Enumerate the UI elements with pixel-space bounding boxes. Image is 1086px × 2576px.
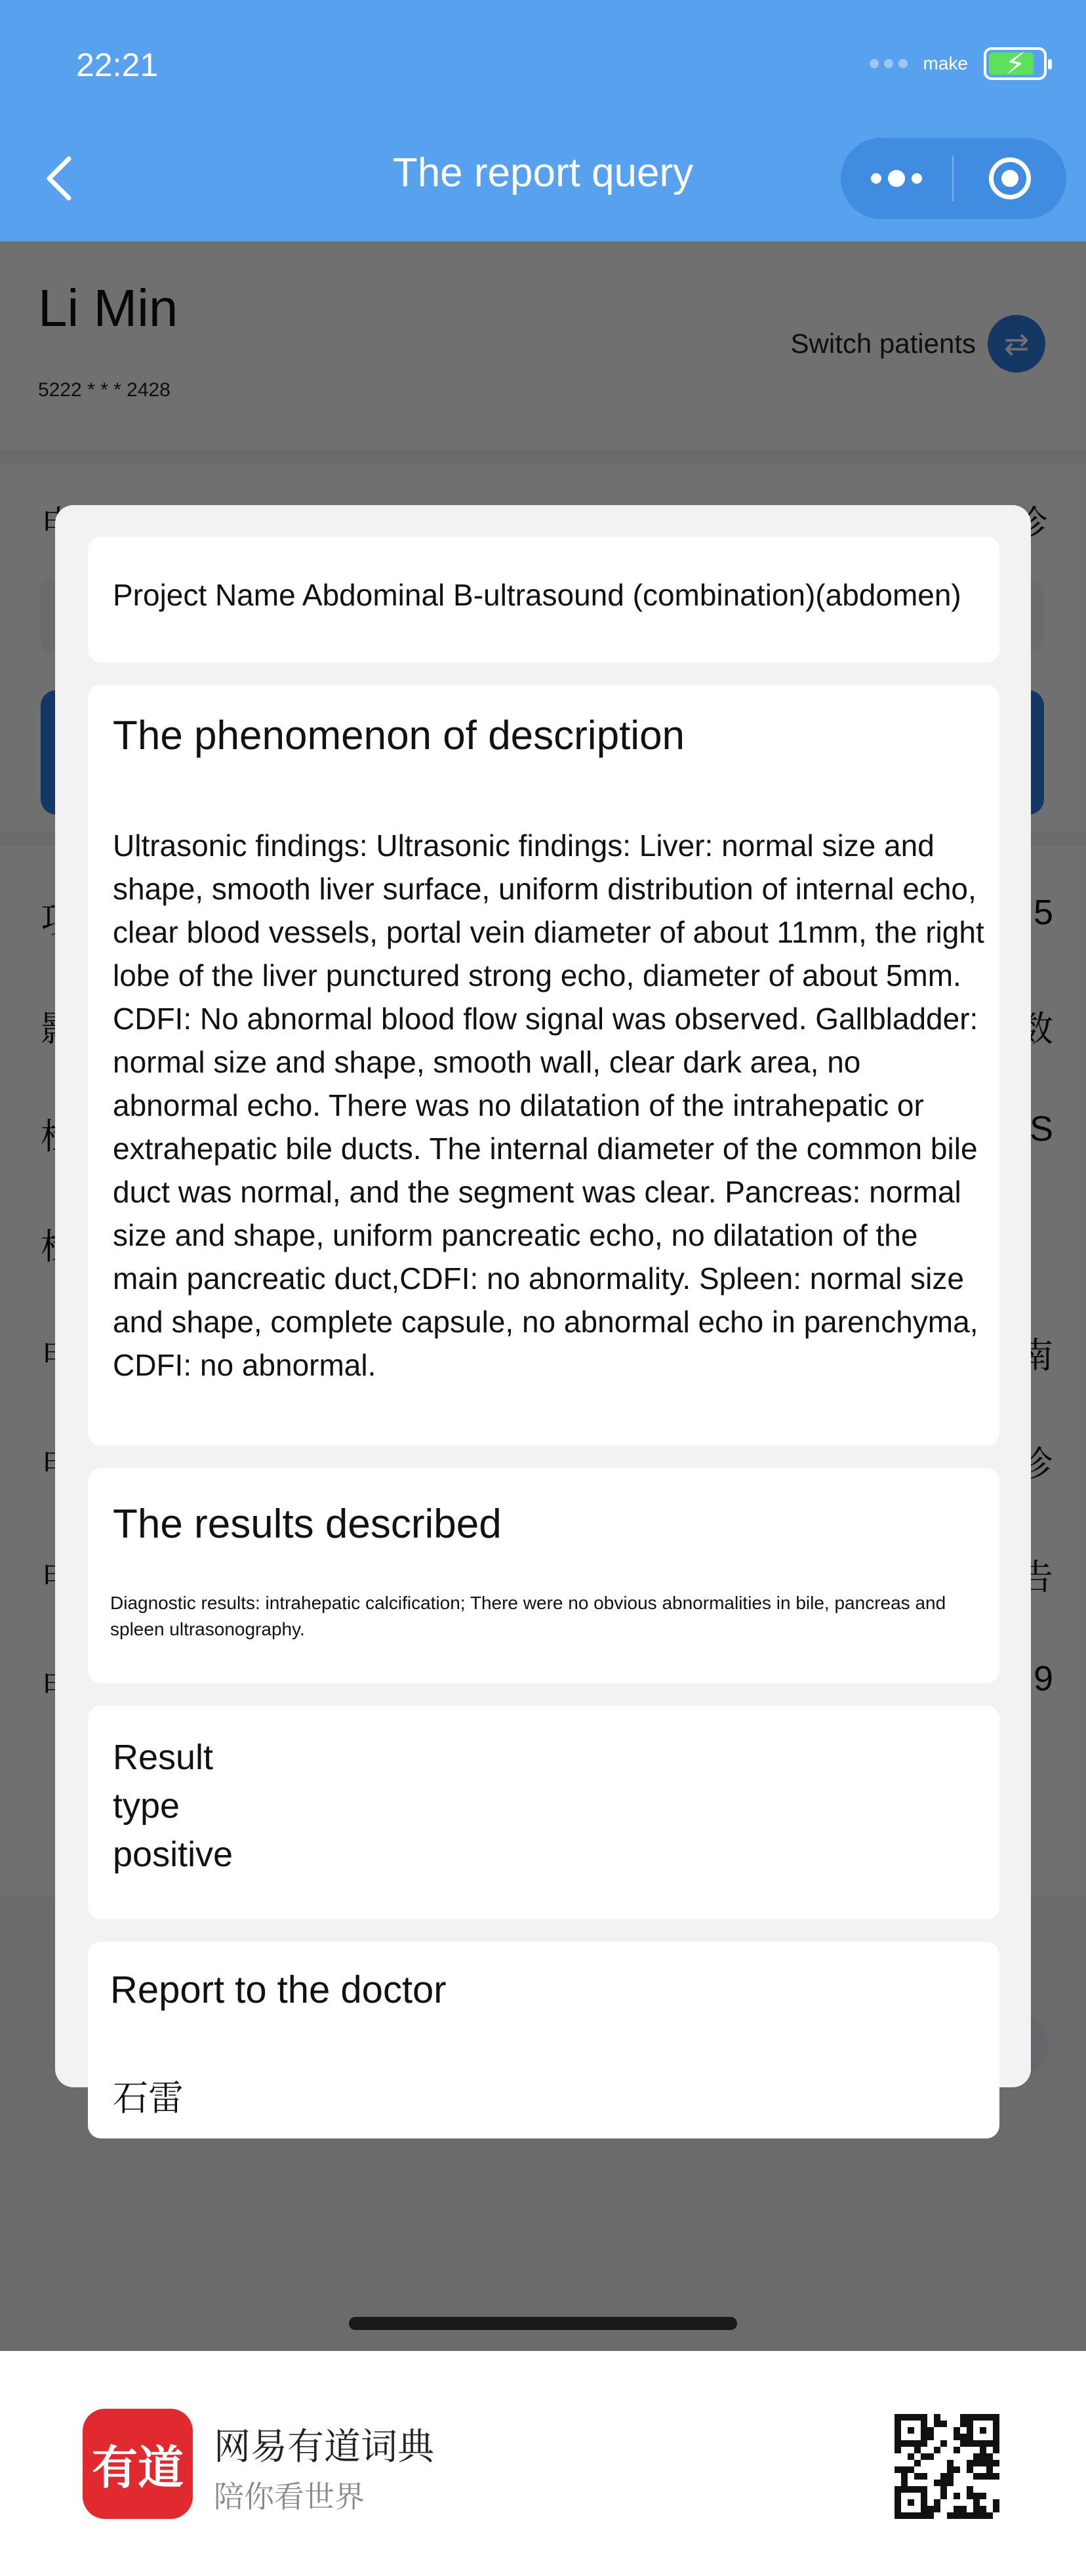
status-time: 22:21 [76,47,159,83]
doctor-name: 石雷 [113,2079,184,2118]
signal-icon [870,59,908,68]
doctor-title: Report to the doctor [110,1969,447,2011]
description-title: The phenomenon of description [113,713,685,758]
result-type-label: type [113,1786,180,1826]
header-bar [0,0,1086,241]
result-type-label: Result [113,1738,214,1777]
report-detail-modal [55,505,1031,2118]
close-mini-program-button[interactable] [954,138,1066,219]
app-slogan: 陪你看世界 [214,2479,365,2514]
youdao-logo: 有道 [83,2409,193,2519]
carrier-label: make [923,53,968,73]
project-card [88,537,999,663]
mini-program-capsule [841,138,1066,219]
description-text: Ultrasonic findings: Ultrasonic findings: Liver: normal size and shape, smooth liver surface, uniform distribution of internal echo, clear blood vessels, portal vein diameter of about 11mm, the right lobe of the liver punctured strong echo, diameter of about 5mm. CDFI: No abnormal blood flow signal was observed. Gallbladder: normal size and shape, smooth wall, clear dark area, no abnormal echo. There was no dilatation of the intrahepatic or extrahepatic bile ducts. The internal diameter of the common bile duct was normal, and the segment was clear. Pancreas: normal size and shape, uniform pancreatic echo, no dilatation of the main pancreatic duct,CDFI: no abnormality. Spleen: normal size and shape, complete capsule, no abnormal echo in parenchyma, CDFI: no abnormal. [113,828,984,1382]
qr-code-icon [895,2414,999,2519]
home-indicator[interactable] [349,2317,737,2330]
result-type-value: positive [113,1835,233,1874]
app-banner [0,2351,1086,2576]
target-icon [989,157,1031,199]
app-name: 网易有道词典 [214,2426,434,2468]
status-icons [870,47,1047,80]
doctor-card [88,1942,999,2138]
more-dots-icon [871,173,881,184]
result-type-card [88,1706,999,1919]
description-card [88,685,999,1446]
results-title: The results described [113,1502,502,1547]
project-name: Project Name Abdominal B-ultrasound (combination)(abdomen) [113,578,961,612]
page-title: The report query [392,150,694,195]
battery-charging-icon: ⚡ [984,47,1047,80]
more-button[interactable] [841,138,952,219]
results-text: Diagnostic results: intrahepatic calcification; There were no obvious abnormalities in bile, pancreas and spleen ultrasonography. [110,1593,946,1639]
results-card [88,1468,999,1683]
